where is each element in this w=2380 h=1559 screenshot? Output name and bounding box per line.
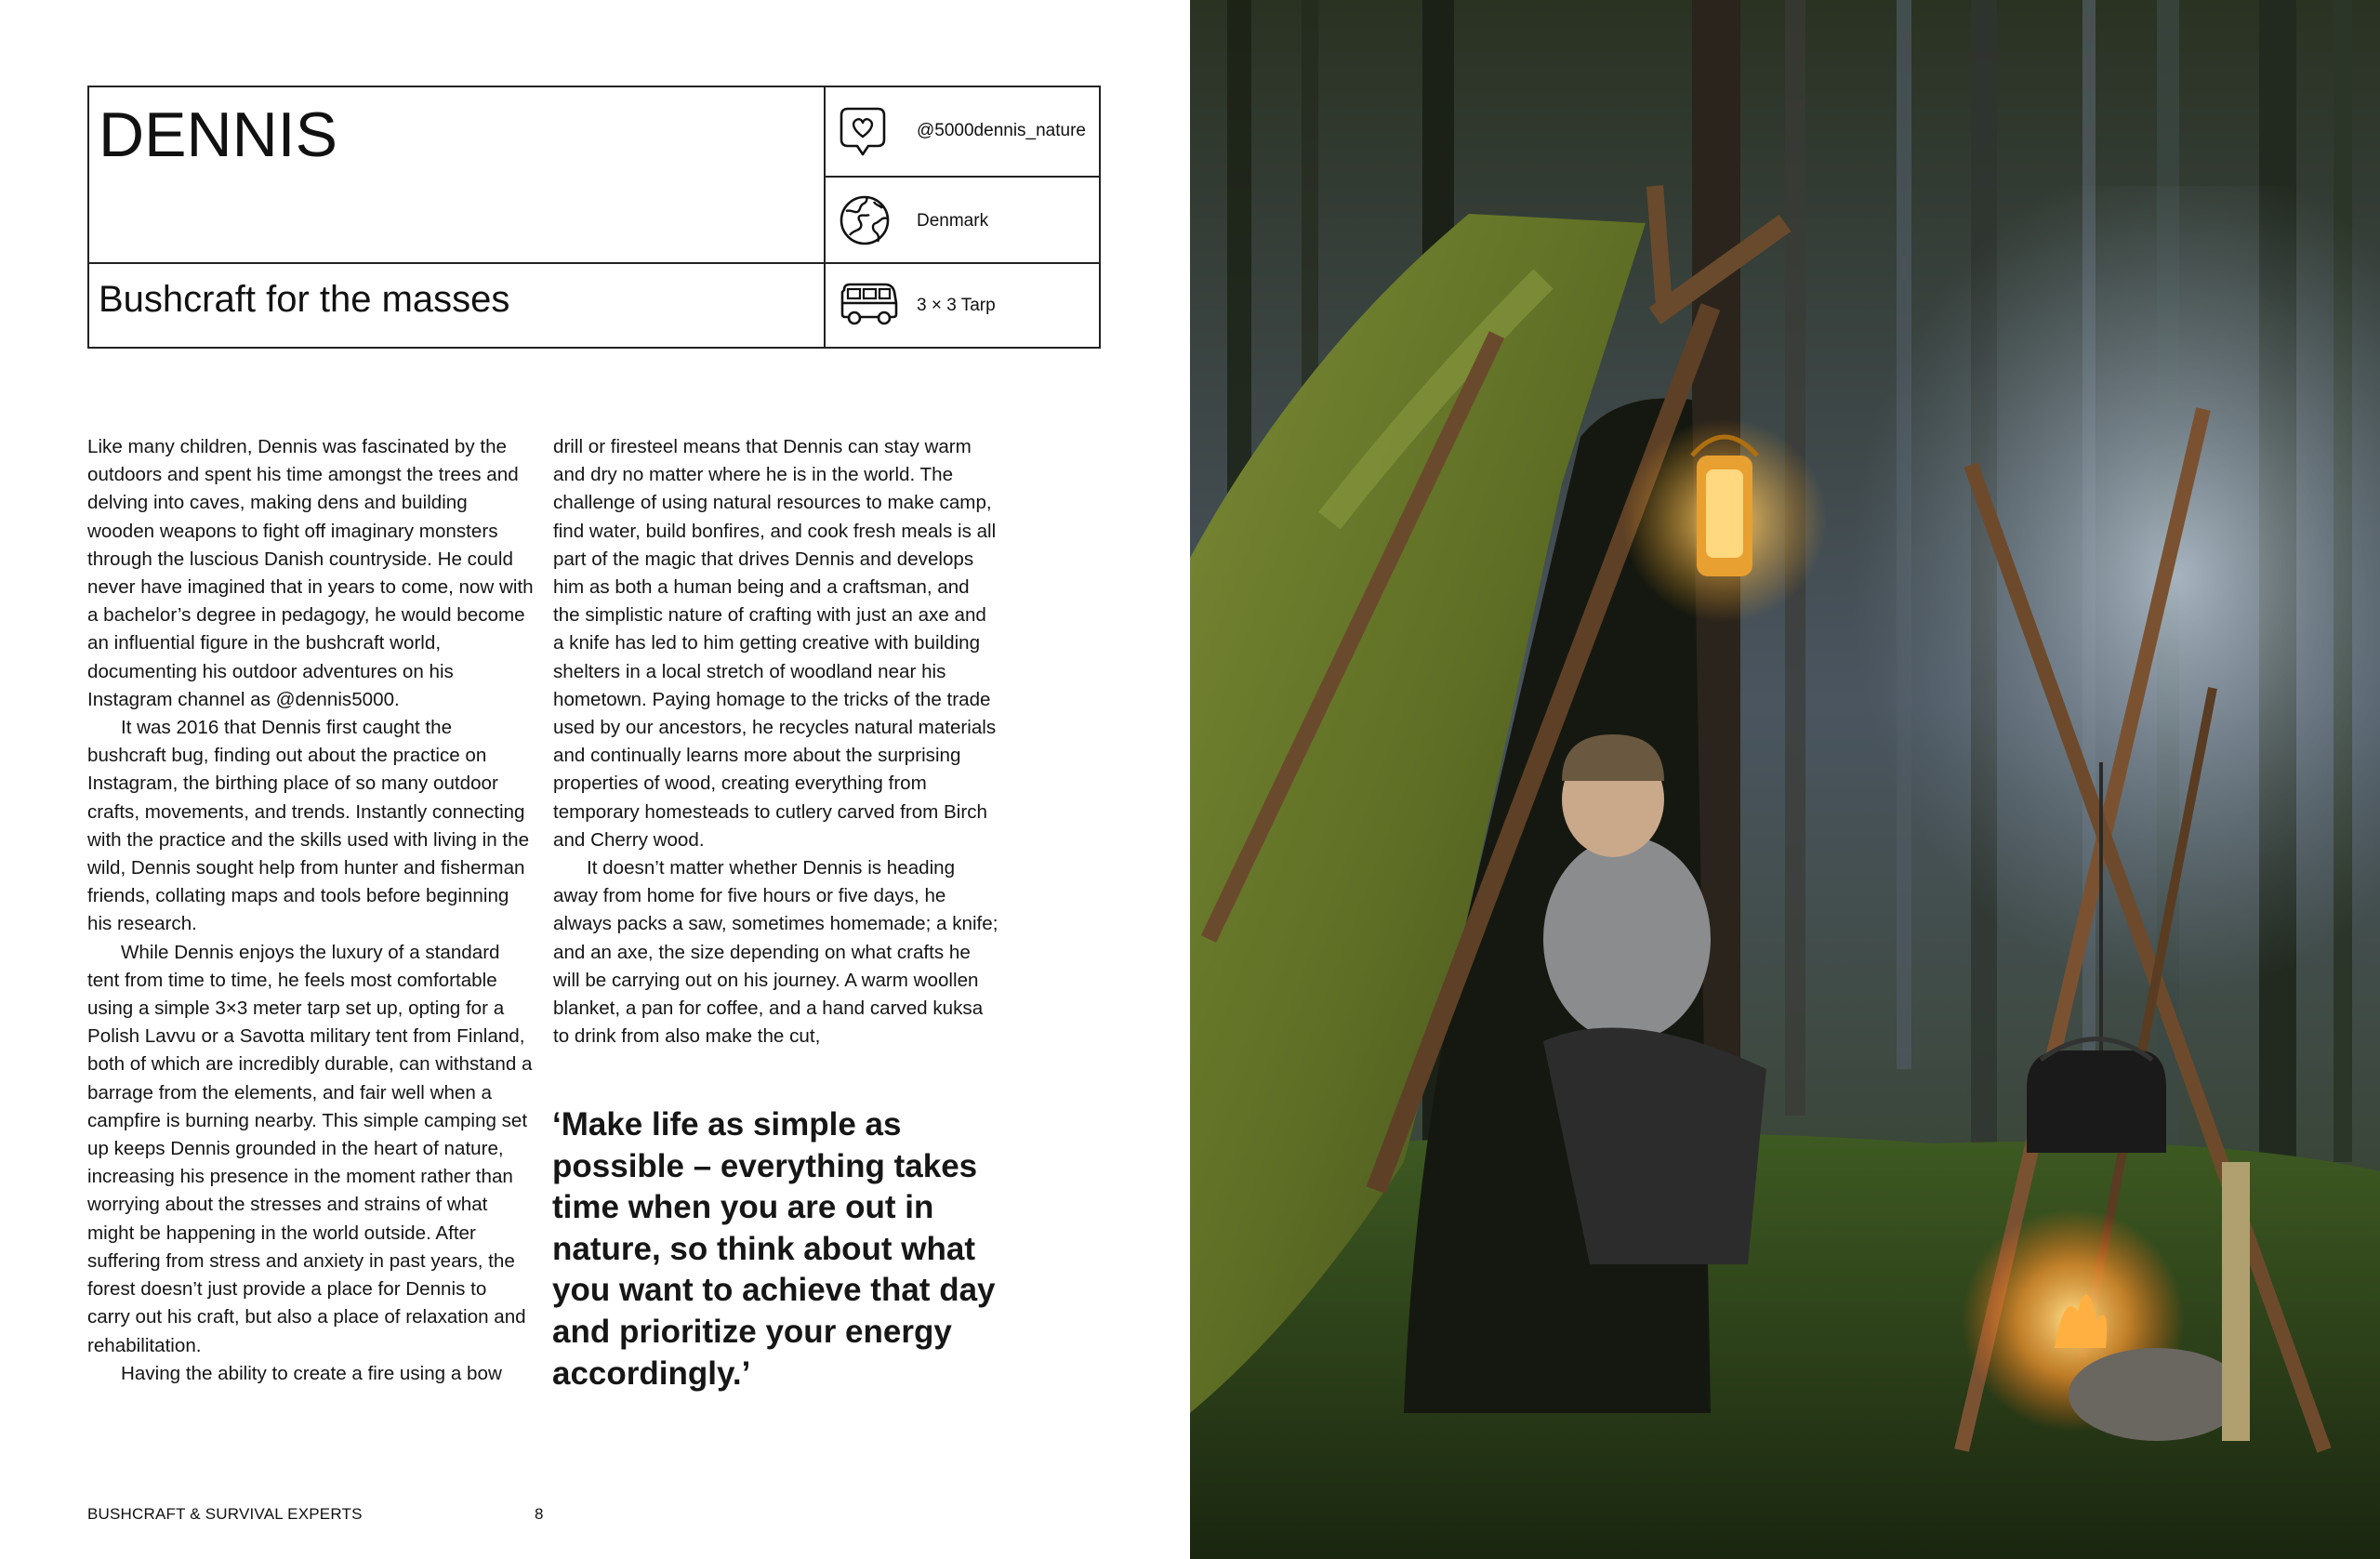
tagline-cell — [89, 264, 826, 347]
shelter-label: 3 × 3 Tarp — [917, 296, 996, 315]
profile-box — [87, 86, 1101, 349]
van-icon — [839, 279, 900, 327]
instagram-handle: @5000dennis_nature — [917, 121, 1086, 140]
body-column-1 — [87, 433, 534, 1388]
instagram-row — [826, 87, 1099, 178]
profile-tagline: Bushcraft for the masses — [99, 279, 510, 320]
paragraph: Having the ability to create a fire using a bow — [121, 1362, 502, 1384]
paragraph: It doesn’t matter whether Dennis is heading away from home for five hours or five days, he always packs a saw, sometimes homemade; a knife; and an axe, the size depending on what crafts he will be carrying out on his journey. A warm woollen blanket, a pan for coffee, and a hand carved kuksa to drink from also make the cut, — [553, 857, 998, 1048]
shelter-row — [826, 264, 1099, 347]
country-row — [826, 178, 1099, 264]
country-label: Denmark — [917, 211, 989, 231]
forest-shelter-photo — [1190, 0, 2380, 1559]
paragraph: While Dennis enjoys the luxury of a standard tent from time to time, he feels most comfortable using a simple 3×3 meter tarp set up, opting for a Polish Lavvu or a Savotta military tent from Finland, both of which are incredibly durable, can withstand a barrage from the elements, and fair well when a campfire is burning nearby. This simple camping set up keeps Dennis grounded in the heart of nature, increasing his presence in the moment rather than worrying about the stresses and strains of what might be happening in the world outside. After suffering from stress and anxiety in past years, the forest doesn’t just provide a place for Dennis to carry out his craft, but also a place of relaxation and rehabilitation. — [87, 941, 533, 1356]
paragraph: drill or firesteel means that Dennis can stay warm and dry no matter where he is in the world. The challenge of using natural resources to make camp, find water, build bonfires, and cook fresh meals is all part of the magic that drives Dennis and develops him as both a human being and a craftsman, and the simplistic nature of crafting with just an axe and a knife has led to him getting creative with building shelters in a local stretch of woodland near his hometown. Paying homage to the tricks of the trade used by our ancestors, he recycles natural materials and continually learns more about the surprising properties of wood, creating everything from temporary homesteads to cutlery carved from Birch and Cherry wood. — [553, 436, 997, 851]
name-cell — [89, 87, 826, 264]
running-footer-title: BUSHCRAFT & SURVIVAL EXPERTS — [87, 1505, 363, 1523]
body-column-2 — [553, 433, 999, 1050]
pull-quote: ‘Make life as simple as possible – everything takes time when you are out in nature, so think about what you want to achieve that day and prioritize your energy accordingly.’ — [552, 1106, 996, 1392]
profile-name: DENNIS — [99, 99, 337, 170]
paragraph: It was 2016 that Dennis first caught the bushcraft bug, finding out about the practice on Instagram, the birthing place of so many outdoor crafts, movements, and trends. Instantly connecting with the practice and the skills used with living in the wild, Dennis sought help from hunter and fisherman friends, collating maps and tools before beginning his research. — [87, 717, 530, 935]
globe-icon — [839, 194, 891, 246]
paragraph: Like many children, Dennis was fascinated by the outdoors and spent his time amongst the trees and delving into caves, making dens and building wooden weapons to fight off imaginary monsters through the luscious Danish countryside. He could never have imagined that in years to come, now with a bachelor’s degree in pedagogy, he would become an influential figure in the bushcraft world, documenting his outdoor adventures on his Instagram channel as @dennis5000. — [87, 436, 534, 710]
page-number: 8 — [535, 1505, 544, 1523]
instagram-heart-icon — [839, 106, 887, 158]
right-page-photo — [1190, 0, 2380, 1559]
